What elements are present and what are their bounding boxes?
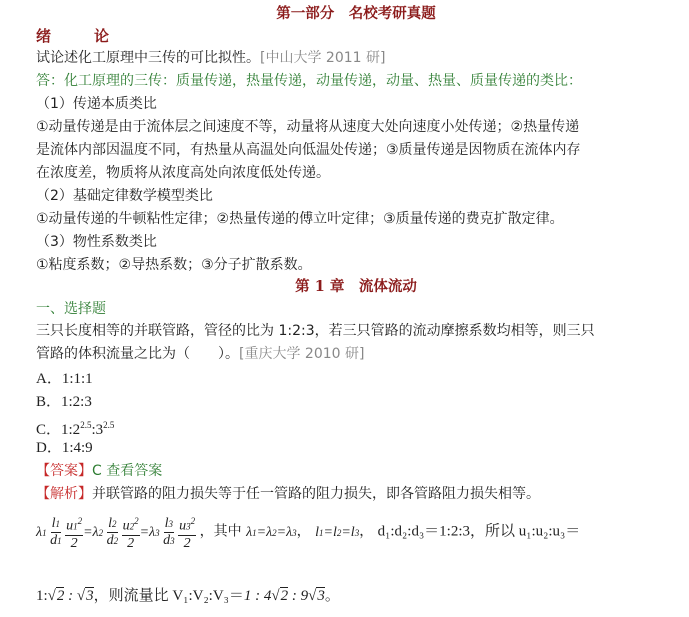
option-a: A．1:1:1 <box>36 371 93 387</box>
part-title: 第一部分 名校考研真题 <box>276 5 436 22</box>
equation-formula: λ1 $\frac{l1}{d1}$ $\frac{u1^2}{2}$ =λ2 $\frac{l2}{d2}$ $\frac{u2^2}{2}$ =λ3 $\frac{l3}{d3}$ $\frac{u3^2}{2}$ <box>36 515 196 551</box>
answer-label: 答： <box>36 73 64 89</box>
section-1-line-1: ①动量传递是由于流体层之间速度不等，动量将从速度大处向速度小处传递；②热量传递 <box>36 119 580 135</box>
section-choice: 一、选择题 <box>36 301 106 317</box>
chapter-title: 第 1 章 流体流动 <box>295 278 417 295</box>
analysis-text: 并联管路的阻力损失等于任一管路的阻力损失，即各管路阻力损失相等。 <box>92 486 540 502</box>
chapter-question-line-1: 三只长度相等的并联管路，管径的比为 1:2:3，若三只管路的流动摩擦系数均相等，则三只 <box>36 323 595 339</box>
diameter-ratio: d₁:d₂:d₃＝1:2:3，所以 u₁:u₂:u₃＝ <box>377 523 581 540</box>
analysis-row <box>36 484 540 504</box>
intro-answer <box>36 71 582 91</box>
question-text: 试论述化工原理中三传的可比拟性。 <box>36 50 260 66</box>
section-1-line-2: 是流体内部因温度不同，有热量从高温处向低温处传递；③质量传递是因物质在流体内存 <box>36 142 581 158</box>
chapter-question-source: [重庆大学 2010 研] <box>239 346 365 362</box>
length-equal: l1=l2=l3 <box>315 524 360 540</box>
answer-value[interactable]: C 查看答案 <box>92 463 163 479</box>
section-3-title: （3）物性系数类比 <box>36 234 157 250</box>
question-source: [中山大学 2011 研] <box>260 50 386 66</box>
result-line: 1:√2 : √3，则流量比 V₁:V₂:V₃＝1 : 4√2 : 9√3。 <box>36 588 340 604</box>
chapter-question-text: 管路的体积流量之比为（ ）。 <box>36 346 239 362</box>
intro-question <box>36 48 385 68</box>
section-1-title: （1）传递本质类比 <box>36 96 157 112</box>
lambda-equal: λ1=λ2=λ3 <box>246 524 297 540</box>
equation-line: λ1 $\frac{l1}{d1}$ $\frac{u1^2}{2}$ =λ2 $\frac{l2}{d2}$ $\frac{u2^2}{2}$ =λ3 $\frac{l3}{d3}$ $\frac{u3^2}{2}$ ，其中 λ1=λ2=λ3， l1=l2=l3， d₁:d₂:d₃＝1:2:3，所以 u₁:u₂:u₃＝ <box>36 515 581 551</box>
section-3-line-1: ①粘度系数；②导热系数；③分子扩散系数。 <box>36 257 312 273</box>
equation-where: ，其中 <box>199 523 242 540</box>
flow-ratio: 1 : 4√2 : 9√3 <box>243 588 325 604</box>
section-2-line-1: ①动量传递的牛顿粘性定律；②热量传递的傅立叶定律；③质量传递的费克扩散定律。 <box>36 211 564 227</box>
answer-row <box>36 461 162 481</box>
option-b: B．1:2:3 <box>36 394 92 410</box>
answer-text: 化工原理的三传：质量传递，热量传递，动量传递，动量、热量、质量传递的类比： <box>64 73 582 89</box>
answer-tag: 【答案】 <box>36 463 92 479</box>
option-c: C．$1:2^{2.5}:3^{2.5}$ <box>36 420 115 438</box>
section-2-title: （2）基础定律数学模型类比 <box>36 188 213 204</box>
option-d: D．1:4:9 <box>36 440 93 456</box>
velocity-ratio: √2 : √3 <box>47 588 94 604</box>
intro-heading: 绪 论 <box>36 27 124 45</box>
section-1-line-3: 在浓度差，物质将从浓度高处向浓度低处传递。 <box>36 165 330 181</box>
chapter-question-line-2 <box>36 344 364 364</box>
analysis-tag: 【解析】 <box>36 486 92 502</box>
